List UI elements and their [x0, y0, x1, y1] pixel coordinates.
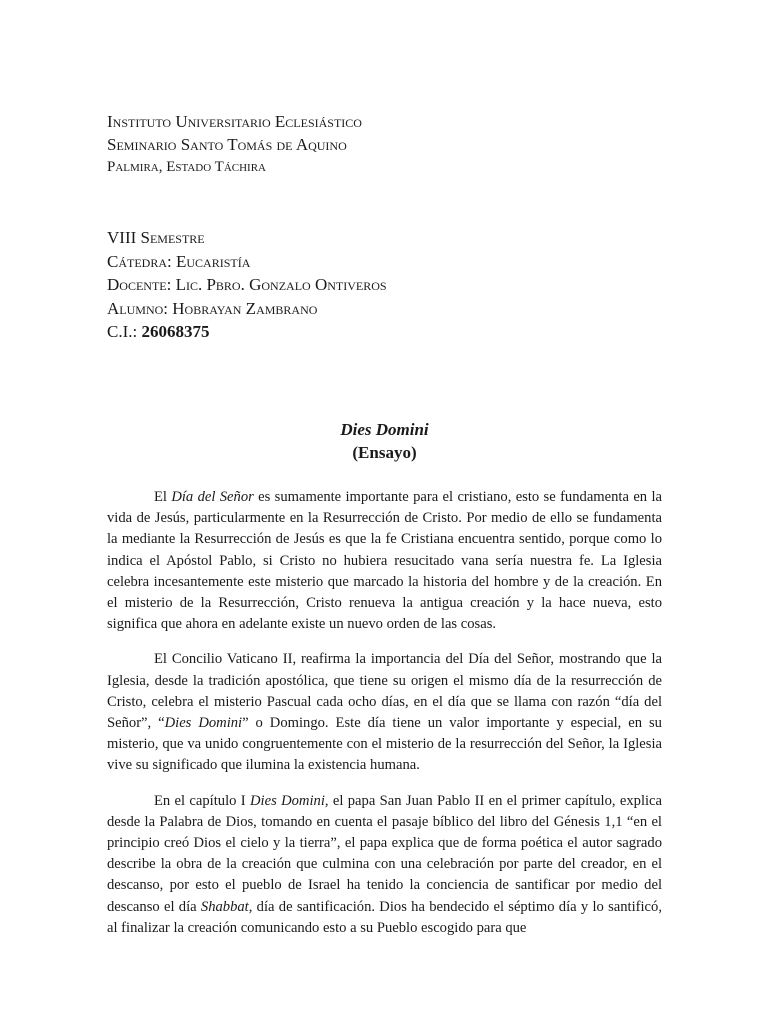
- teacher-label: Docente:: [107, 275, 172, 294]
- essay-title: [107, 418, 662, 464]
- course-info: [107, 226, 387, 344]
- paragraph-3-text-c: , el papa San Juan Pablo II en el primer capítulo, explica desde la Palabra de Dios, tomando en cuenta el pasaje bíblico del libro del Génesis 1,1 “en el principio creó Dios el cielo y la tierra”, el papa explica que de forma poética el autor sagrado describe la obra de la creación que culmina con una celebración por parte del creador, en el descanso, por esto el pueblo de Israel ha tenido la conciencia de santificar por medio del descanso el día: [107, 792, 663, 915]
- paragraph-3-text-e: , día de santificación. Dios ha bendecido el séptimo día y lo santificó, al finalizar la creación comunicando esto a su Pueblo escogido para que: [107, 898, 662, 936]
- location: Palmira, Estado Táchira: [107, 159, 266, 175]
- paragraph-3-emphasis-2: Shabbat: [200, 898, 249, 915]
- teacher-line: [107, 273, 387, 297]
- ci-label: C.I.:: [107, 322, 138, 341]
- student-label: Alumno:: [107, 298, 168, 318]
- student-value: Hobrayan Zambrano: [172, 298, 318, 318]
- semester: VIII Semestre: [107, 228, 205, 247]
- page-subtitle: (Ensayo): [352, 443, 417, 462]
- paragraph-1-text-a: El: [154, 489, 172, 505]
- institution-name: Instituto Universitario Eclesiástico: [107, 112, 362, 131]
- course-line: [107, 250, 387, 274]
- paragraph-1-text-c: es sumamente importante para el cristiano, esto se fundamenta en la vida de Jesús, particularmente en la Resurrección de Cristo. Por medio de ello se fundamenta la mediante la Resurrección de Jesús es que la fe Cristiana encuentra sentido, porque como lo indica el Apóstol Pablo, si Cristo no hubiera resucitado vana sería nuestra fe. La Iglesia celebra incesantemente este misterio que marcado la historia del hombre y de la creación. En el misterio de la Resurrección, Cristo renueva la antigua creación y la hace nueva, esto significa que ahora en adelante existe un nuevo orden de las cosas.: [107, 489, 662, 633]
- page-title: Dies Domini: [340, 420, 429, 439]
- course-value: Eucaristía: [175, 251, 251, 271]
- paragraph-3: [107, 791, 662, 939]
- paragraph-1: [107, 487, 662, 635]
- paragraph-2-text-c: ” o Domingo. Este día tiene un valor importante y especial, en su misterio, que va unido congruentemente con el misterio de la resurrección del Señor, la Iglesia vive su significado que ilumina la existencia humana.: [107, 715, 662, 774]
- ci-line: [107, 320, 387, 344]
- institution-header: [107, 110, 362, 179]
- paragraph-2: [107, 649, 662, 776]
- teacher-value: Lic. Pbro. Gonzalo Ontiveros: [175, 275, 387, 294]
- paragraph-2-emphasis: Dies Domini: [164, 715, 243, 732]
- ci-value: 26068375: [141, 322, 210, 341]
- paragraph-3-emphasis-1: Dies Domini: [250, 792, 325, 809]
- paragraph-2-text-a: El Concilio Vaticano II, reafirma la importancia del Día del Señor, mostrando que la Iglesia, desde la tradición apostólica, que tiene su origen el mismo día de la resurrección de Cristo, celebra el misterio Pascual cada ocho días, en el día que se llama con razón “día del Señor”, “: [107, 651, 662, 732]
- seminary-name: Seminario Santo Tomás de Aquino: [107, 135, 347, 154]
- course-label: Cátedra:: [107, 251, 172, 271]
- paragraph-1-emphasis: Día del Señor: [171, 489, 254, 505]
- essay-body: [107, 487, 662, 953]
- student-line: [107, 297, 387, 321]
- paragraph-3-text-a: En el capítulo I: [154, 792, 250, 809]
